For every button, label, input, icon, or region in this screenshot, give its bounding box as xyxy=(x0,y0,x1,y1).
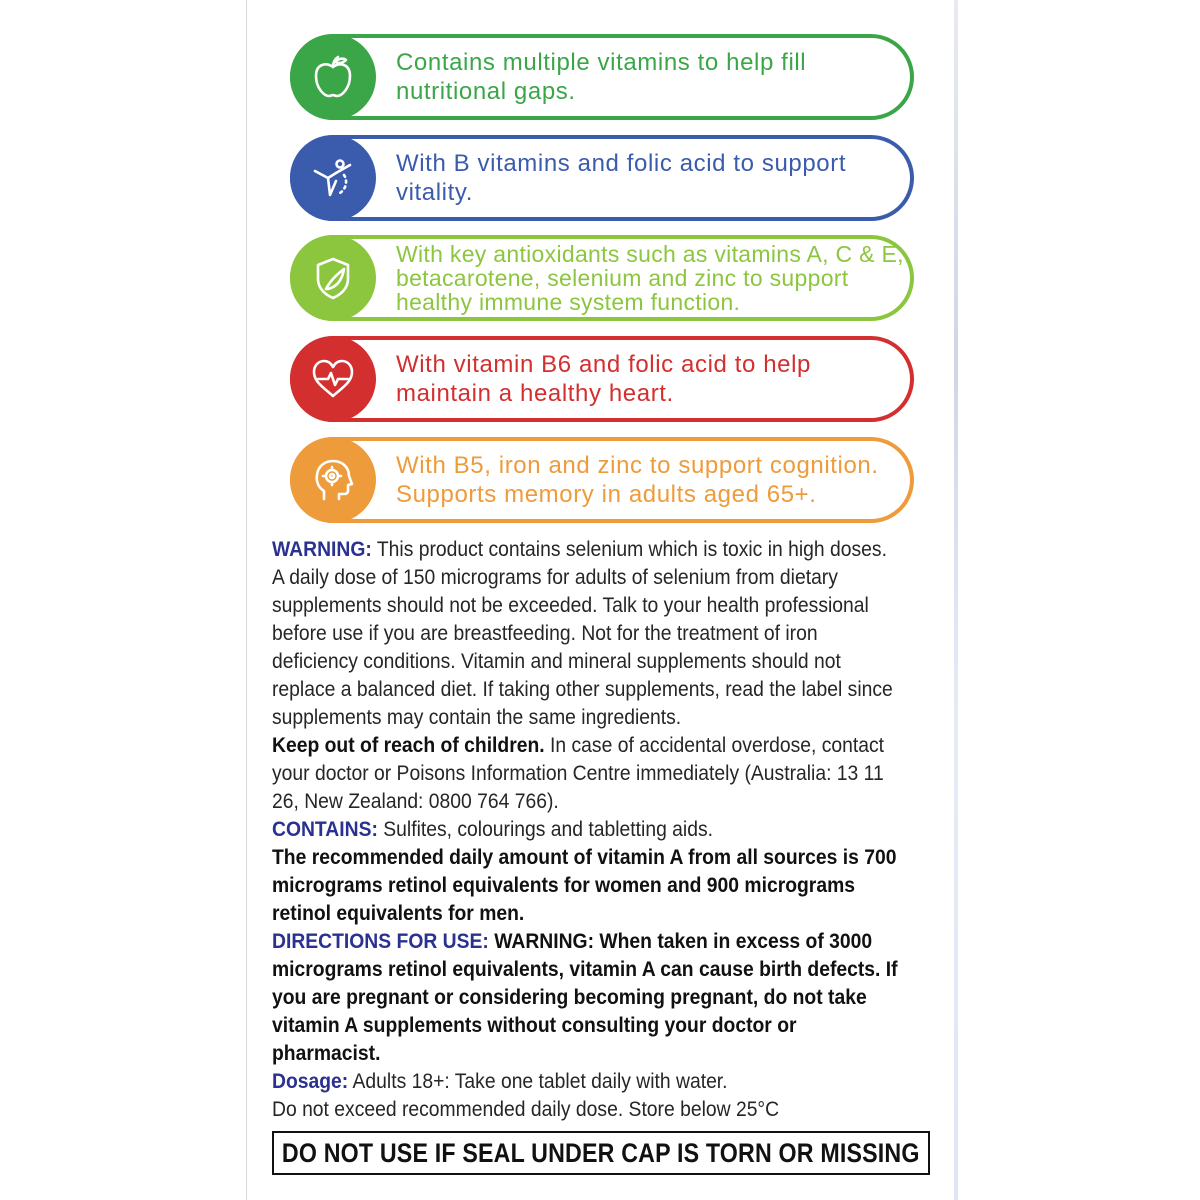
warning-paragraph xyxy=(272,536,898,732)
keep-out-paragraph xyxy=(272,732,898,816)
dosage-label: Dosage: xyxy=(272,1070,349,1093)
brain-head-icon xyxy=(290,437,376,523)
seal-notice-box xyxy=(272,1131,930,1175)
label-information xyxy=(272,536,898,1124)
directions-paragraph xyxy=(272,928,898,1068)
benefit-text: With key antioxidants such as vitamins A, C & E, betacarotene, selenium and zinc to support healthy immune system function. xyxy=(396,241,904,315)
box-edge xyxy=(954,0,958,1200)
benefit-vitality xyxy=(290,135,914,221)
benefit-cognition xyxy=(290,437,914,523)
contains-paragraph xyxy=(272,816,898,844)
dosage-paragraph xyxy=(272,1068,898,1096)
keep-out-label: Keep out of reach of children. xyxy=(272,734,545,757)
directions-label: DIRECTIONS FOR USE: xyxy=(272,930,489,953)
benefit-multivitamin xyxy=(290,34,914,120)
benefit-heart xyxy=(290,336,914,422)
benefit-immune xyxy=(290,235,914,321)
vitamin-a-note: The recommended daily amount of vitamin A from all sources is 700 micrograms retinol equivalents for women and 900 micrograms retinol equivalents for men. xyxy=(272,846,897,925)
benefit-text: With B5, iron and zinc to support cognition. Supports memory in adults aged 65+. xyxy=(396,452,879,508)
benefit-text: With vitamin B6 and folic acid to help maintain a healthy heart. xyxy=(396,351,811,407)
vitality-person-icon xyxy=(290,135,376,221)
dosage-text: Adults 18+: Take one tablet daily with water. xyxy=(352,1070,728,1093)
apple-icon xyxy=(290,34,376,120)
contains-label: CONTAINS: xyxy=(272,818,378,841)
keep-out-text: In case of accidental overdose, contact your doctor or Poisons Information Centre immediately (Australia: 13 11 26, New Zealand: 0800 764 766). xyxy=(272,734,885,813)
heart-icon xyxy=(290,336,376,422)
warning-label: WARNING: xyxy=(272,538,372,561)
seal-notice-text: DO NOT USE IF SEAL UNDER CAP IS TORN OR MISSING xyxy=(282,1137,920,1168)
leaf-shield-icon xyxy=(290,235,376,321)
benefit-text: With B vitamins and folic acid to support vitality. xyxy=(396,150,847,206)
storage-text: Do not exceed recommended daily dose. Store below 25°C xyxy=(272,1098,780,1121)
contains-text: Sulfites, colourings and tabletting aids. xyxy=(383,818,713,841)
benefit-text: Contains multiple vitamins to help fill nutritional gaps. xyxy=(396,49,807,105)
directions-text: WARNING: When taken in excess of 3000 micrograms retinol equivalents, vitamin A can cause birth defects. If you are pregnant or considering becoming pregnant, do not take vitamin A supplements without consulting your doctor or pharmacist. xyxy=(272,930,898,1065)
warning-text: This product contains selenium which is toxic in high doses. A daily dose of 150 micrograms for adults of selenium from dietary supplements should not be exceeded. Talk to your health professional before use if you are breastfeeding. Not for the treatment of iron deficiency conditions. Vitamin and mineral supplements should not replace a balanced diet. If taking other supplements, read the label since supplements may contain the same ingredients. xyxy=(272,538,893,729)
